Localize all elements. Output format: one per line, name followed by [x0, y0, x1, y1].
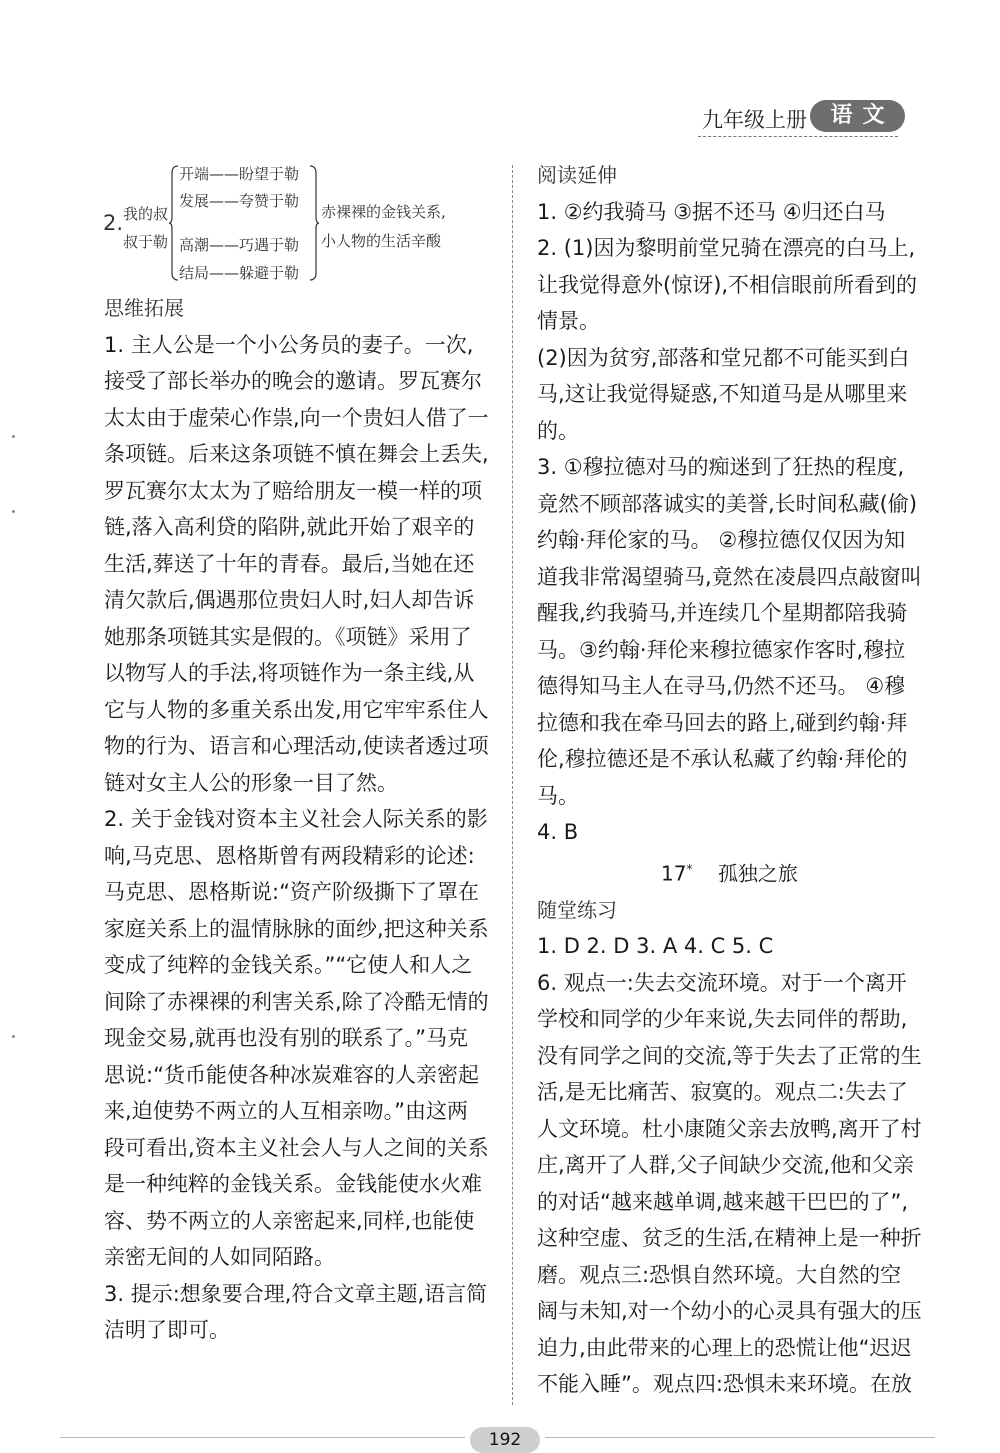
right-paragraph-2: 2. (1)因为黎明前堂兄骑在漂亮的白马上,让我觉得意外(惊讶),不相信眼前所看到的情景。 [537, 236, 918, 333]
diagram-branch-beginning: 开端——盼望于勒 [179, 165, 300, 183]
right-paragraph-5: 4. B [537, 820, 579, 844]
diagram-root-line2: 叔于勒 [123, 233, 169, 251]
right-paragraph-4: 3. ①穆拉德对马的痴迷到了狂热的程度,竟然不顾部落诚实的美誉,长时间私藏(偷)约翰·拜伦家的马。 ②穆拉德仅仅因为知道我非常渴望骑马,竟然在凌晨四点敲窗叫醒我,约我骑马,并连续几个星期都陪我骑马。③约翰·拜伦来穆拉德家作客时,穆拉德得知马主人在寻马,仍然不还马。 ④穆拉德和我在牵马回去的路上,碰到约翰·拜伦,穆拉德还是不承认私藏了约翰·拜伦的马。 [537, 455, 922, 808]
chapter-title [537, 851, 922, 892]
margin-dot [12, 1035, 15, 1038]
footer-rule-right [545, 1437, 935, 1438]
left-paragraph-1: 1. 主人公是一个小公务员的妻子。一次,接受了部长举办的晚会的邀请。罗瓦赛尔太太由于虚荣心作祟,向一个贵妇人借了一条项链。后来这条项链不慎在舞会上丢失,罗瓦赛尔太太为了赔给朋友一模一样的项链,落入高利贷的陷阱,就此开始了艰辛的生活,葬送了十年的青春。最后,当她在还清欠款后,偶遇那位贵妇人时,妇人却告诉她那条项链其实是假的。《项链》采用了以物写人的手法,将项链作为一条主线,从它与人物的多重关系出发,用它牢牢系住人物的行为、语言和心理活动,使读者透过项链对女主人公的形象一目了然。 [104, 332, 489, 795]
left-brace-icon [169, 165, 179, 281]
thinking-extension-heading: 思维拓展 [104, 296, 184, 320]
footer-rule-left [60, 1437, 465, 1438]
grade-label: 九年级上册 [702, 108, 807, 132]
page-header [680, 98, 915, 140]
answer-line: 1. D 2. D 3. A 4. C 5. C [537, 934, 774, 959]
right-paragraph-6: 6. 观点一:失去交流环境。对于一个离开学校和同学的少年来说,失去同伴的帮助,没有同学之间的交流,等于失去了正常的生活,是无比痛苦、寂寞的。观点二:失去了人文环境。杜小康随父亲去放鸭,离开了村庄,离开了人群,父子间缺少交流,他和父亲的对话“越来越单调,越来越干巴巴的了”,这种空虚、贫乏的生活,在精神上是一种折磨。观点三:恐惧自然环境。大自然的空阔与未知,对一个幼小的心灵具有强大的压迫力,由此带来的心理上的恐慌让他“迟迟不能入睡”。观点四:恐惧未来环境。在放 [537, 970, 922, 1397]
chapter-mark: * [686, 861, 693, 876]
diagram-root-line1: 我的叔 [123, 205, 169, 223]
diagram-result-line1: 赤裸裸的金钱关系, [321, 203, 446, 221]
plot-structure-diagram [103, 163, 483, 283]
diagram-number: 2. [103, 211, 124, 235]
column-divider [512, 165, 513, 1405]
margin-dot [12, 510, 15, 513]
diagram-branch-climax: 高潮——巧遇于勒 [179, 236, 300, 254]
left-paragraph-2: 2. 关于金钱对资本主义社会人际关系的影响,马克思、恩格斯曾有两段精彩的论述:马克思、恩格斯说:“资产阶级撕下了罩在家庭关系上的温情脉脉的面纱,把这种关系变成了纯粹的金钱关系。”“它使人和人之间除了赤裸裸的利害关系,除了冷酷无情的现金交易,就再也没有别的联系了。”马克思说:“货币能使各种冰炭难容的人亲密起来,迫使势不两立的人互相亲吻。”由这两段可看出,资本主义社会人与人之间的关系是一种纯粹的金钱关系。金钱能使水火难容、势不两立的人亲密起来,同样,也能使亲密无间的人如同陌路。 [104, 807, 489, 1269]
left-paragraph-3: 3. 提示:想象要合理,符合文章主题,语言简洁明了即可。 [104, 1281, 488, 1342]
header-rule [698, 136, 898, 137]
right-brace-icon [309, 165, 319, 281]
reading-extension-heading: 阅读延伸 [537, 163, 617, 187]
right-paragraph-3: (2)因为贫穷,部落和堂兄都不可能买到白马,这让我觉得疑惑,不知道马是从哪里来的。 [537, 345, 910, 443]
diagram-branch-development: 发展——夸赞于勒 [179, 192, 300, 210]
diagram-branch-ending: 结局——躲避于勒 [179, 264, 300, 282]
classroom-practice-heading: 随堂练习 [537, 897, 617, 922]
right-paragraph-1: 1. ②约我骑马 ③据不还马 ④归还白马 [537, 199, 886, 224]
chapter-name: 孤独之旅 [717, 861, 798, 886]
left-column [104, 290, 489, 1349]
right-column [537, 157, 922, 1403]
subject-badge: 语文 [810, 100, 905, 132]
page-number: 192 [470, 1427, 540, 1453]
chapter-number: 17 [661, 861, 687, 886]
margin-dot [12, 435, 15, 438]
diagram-result-line2: 小人物的生活辛酸 [321, 232, 442, 250]
